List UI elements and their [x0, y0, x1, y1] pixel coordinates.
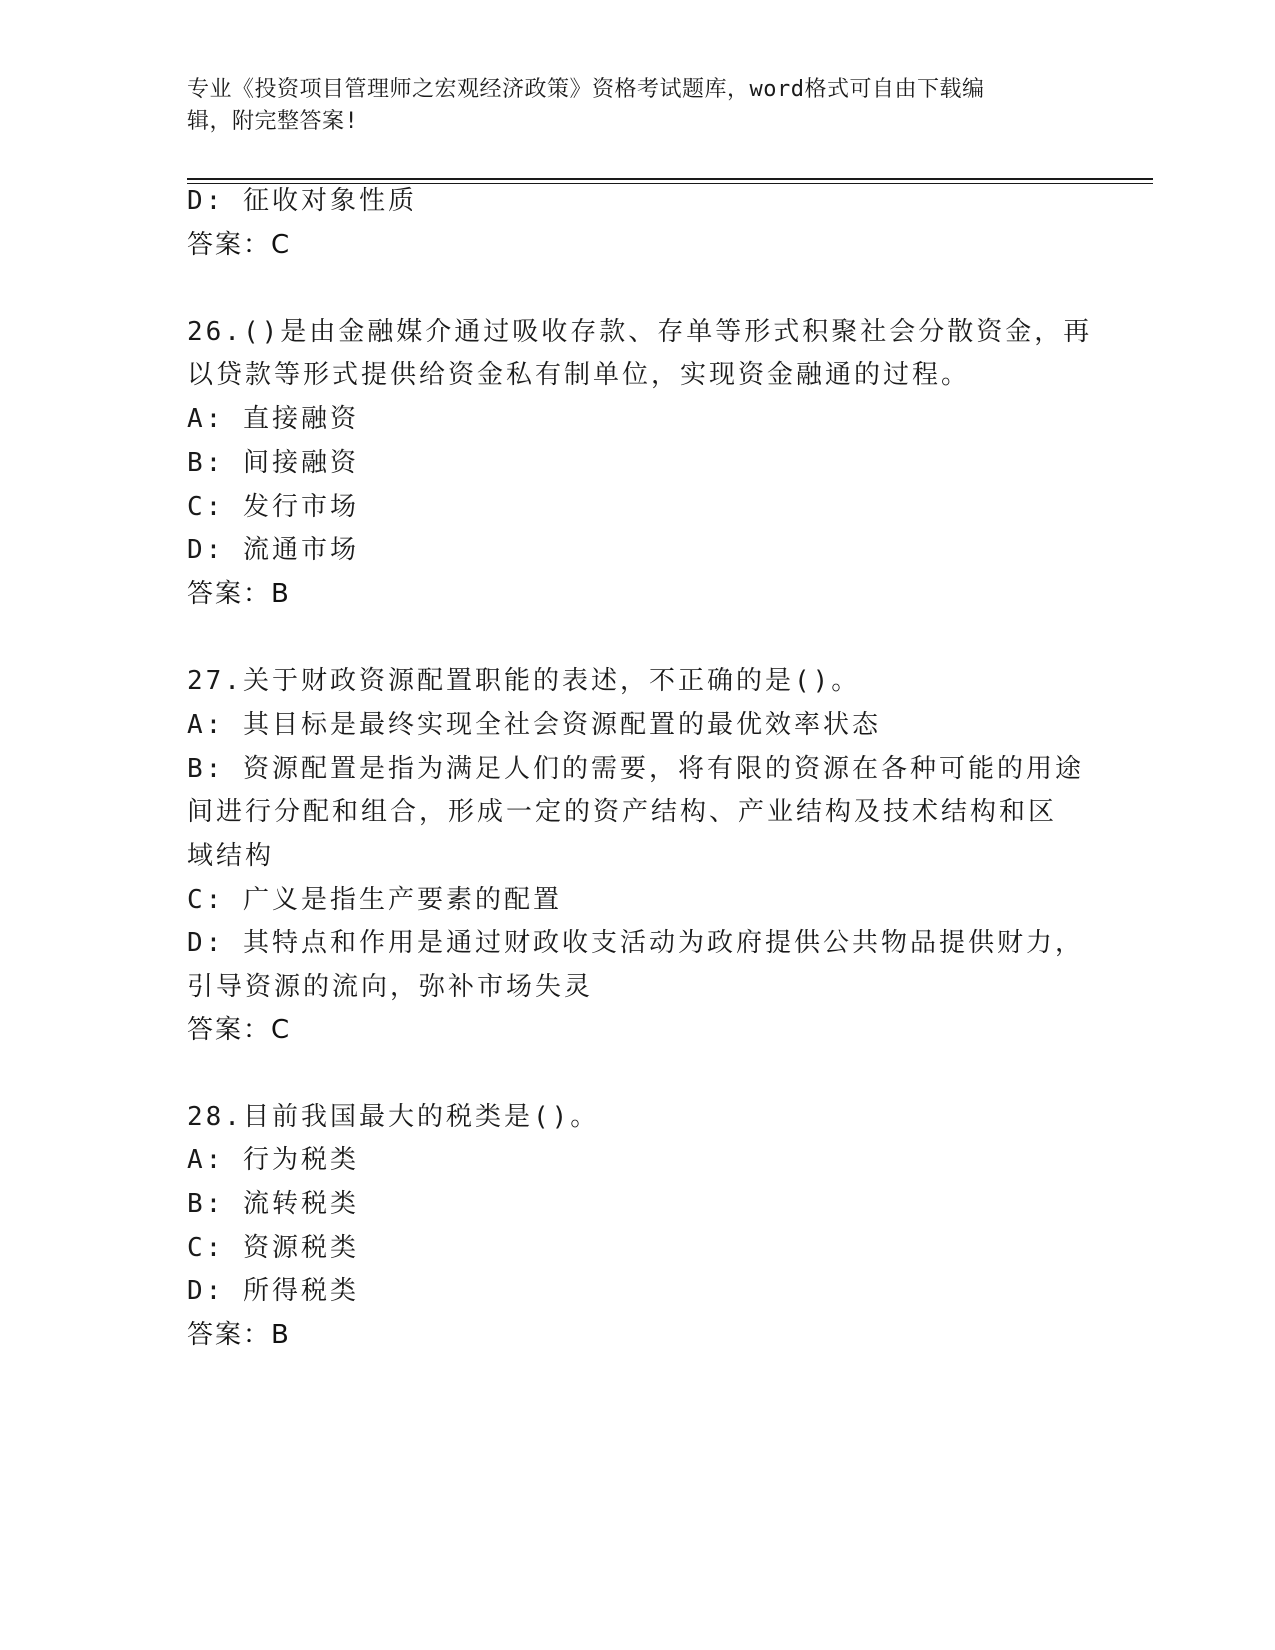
question-stem: 27.关于财政资源配置职能的表述，不正确的是()。: [187, 666, 861, 696]
option-line: D: 流通市场: [187, 535, 359, 565]
header-line-1: 专业《投资项目管理师之宏观经济政策》资格考试题库，word格式可自由下载编: [187, 77, 985, 102]
option-line: 域结构: [187, 841, 275, 871]
option-line: B: 资源配置是指为满足人们的需要，将有限的资源在各种可能的用途: [187, 754, 1084, 784]
option-line: A: 其目标是最终实现全社会资源配置的最优效率状态: [187, 710, 881, 740]
option-line: D: 其特点和作用是通过财政收支活动为政府提供公共物品提供财力，: [187, 928, 1084, 958]
option-line: C: 发行市场: [187, 492, 359, 522]
answer-line: 答案：B: [187, 579, 291, 609]
header-rule-thick: [187, 178, 1153, 180]
question-stem: 28.目前我国最大的税类是()。: [187, 1102, 600, 1132]
header-line-2: 辑，附完整答案!: [187, 109, 359, 134]
option-line: 引导资源的流向，弥补市场失灵: [187, 972, 594, 1002]
answer-line: 答案：C: [187, 230, 292, 260]
answer-line: 答案：C: [187, 1015, 292, 1045]
answer-line: 答案：B: [187, 1320, 291, 1350]
page-header: [187, 74, 1087, 138]
option-line: B: 间接融资: [187, 448, 359, 478]
option-line: A: 直接融资: [187, 404, 359, 434]
option-line: C: 广义是指生产要素的配置: [187, 885, 562, 915]
option-line: A: 行为税类: [187, 1145, 359, 1175]
question-stem: 以贷款等形式提供给资金私有制单位，实现资金融通的过程。: [187, 360, 971, 390]
option-line: 间进行分配和组合，形成一定的资产结构、产业结构及技术结构和区: [187, 797, 1058, 827]
option-line: B: 流转税类: [187, 1189, 359, 1219]
question-stem: 26.()是由金融媒介通过吸收存款、存单等形式积聚社会分散资金，再: [187, 317, 1093, 347]
option-line: C: 资源税类: [187, 1233, 359, 1263]
option-line: D: 所得税类: [187, 1276, 359, 1306]
option-line: D: 征收对象性质: [187, 186, 417, 216]
